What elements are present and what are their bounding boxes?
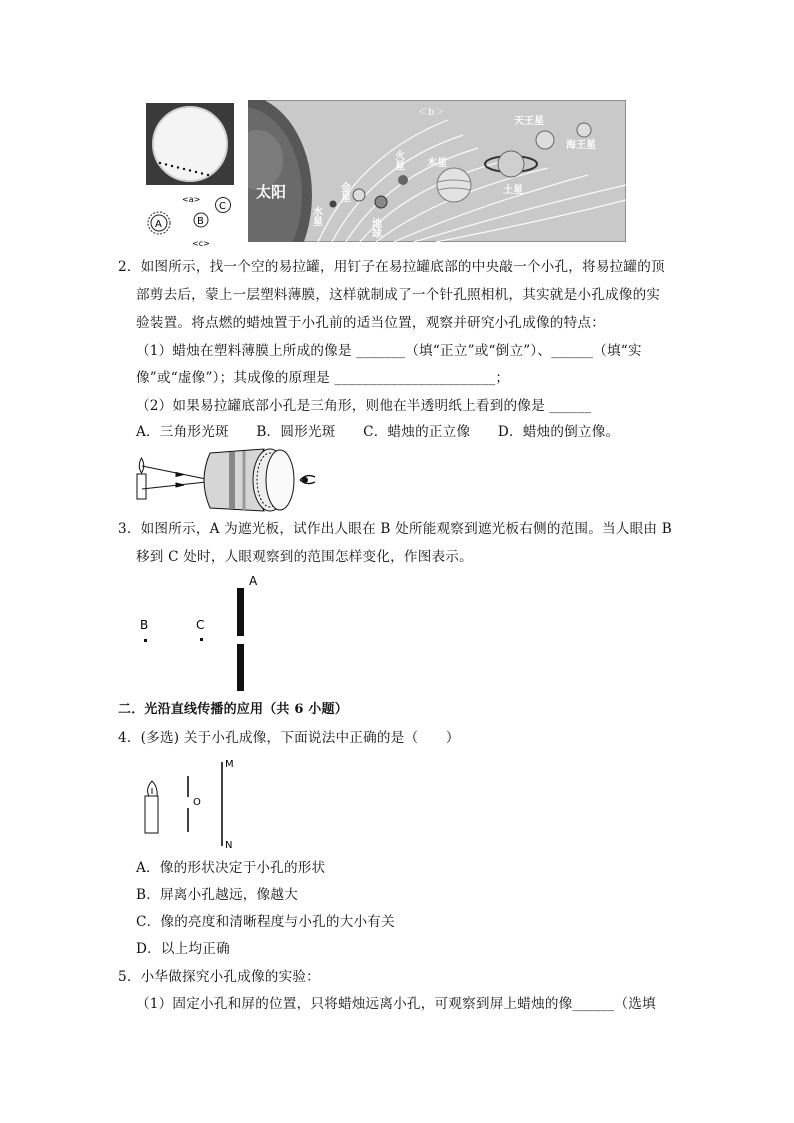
label-O: O xyxy=(193,797,201,808)
panel-b-tag: ＜b＞ xyxy=(418,107,445,118)
point-C xyxy=(200,638,203,641)
q2-line-6: （2）如果易拉罐底部小孔是三角形，则他在半透明纸上看到的像是 ______ xyxy=(136,398,592,414)
label-neptune: 海王星 xyxy=(566,140,596,151)
section-2-heading: 二．光沿直线传播的应用（共 6 小题） xyxy=(118,702,348,717)
label-N: N xyxy=(225,840,233,851)
candle xyxy=(137,474,146,499)
shading-board-upper xyxy=(237,588,244,636)
q4-option-b: B．屏离小孔越远，像越大 xyxy=(136,887,298,903)
label-venus: 金星 xyxy=(338,182,350,202)
q2-line-5: 像”或“虚像”）；其成像的原理是 _______________________； xyxy=(136,370,510,386)
shading-board-lower xyxy=(237,644,244,691)
saturn xyxy=(498,151,524,177)
neptune xyxy=(577,123,591,137)
figure-eclipse-panel xyxy=(146,103,234,248)
uranus xyxy=(536,131,554,149)
label-M: M xyxy=(225,759,234,770)
q5-part-1: （1）固定小孔和屏的位置，只将蜡烛远离小孔，可观察到屏上蜡烛的像______（选填 xyxy=(136,996,656,1012)
label-sun: 太阳 xyxy=(256,183,287,201)
q4-option-d: D．以上均正确 xyxy=(136,941,230,957)
q3-line-2: 移到 C 处时，人眼观察到的范围怎样变化，作图表示。 xyxy=(136,549,473,565)
q2-line-1: 2．如图所示，找一个空的易拉罐，用钉子在易拉罐底部的中央敲一个小孔，将易拉罐的顶 xyxy=(118,259,665,275)
label-c: <c> xyxy=(192,239,210,248)
venus xyxy=(353,189,365,201)
shading-board-figure xyxy=(130,572,280,694)
label-B: B xyxy=(197,216,204,227)
label-mercury: 水星 xyxy=(310,206,322,226)
label-B: B xyxy=(140,618,149,632)
label-A: A xyxy=(155,219,162,230)
plastic-film xyxy=(266,450,294,510)
earth xyxy=(375,196,387,208)
q2-line-4: （1）蜡烛在塑料薄膜上所成的像是 _______（填“正立”或“倒立”）、______（填“实 xyxy=(136,343,642,359)
eclipse-diagram xyxy=(146,103,234,248)
label-C: C xyxy=(196,618,205,632)
q3-line-1: 3．如图所示，A 为遮光板，试作出人眼在 B 处所能观察到遮光板右侧的范围。当人眼由 B xyxy=(118,521,672,537)
q2-line-3: 验装置。将点燃的蜡烛置于小孔前的适当位置，观察并研究小孔成像的特点： xyxy=(136,315,605,331)
candle-flame xyxy=(139,458,144,473)
q4-option-c: C．像的亮度和清晰程度与小孔的大小有关 xyxy=(136,914,395,930)
q2-line-2: 部剪去后，蒙上一层塑料薄膜，这样就制成了一个针孔照相机，其实就是小孔成像的实 xyxy=(136,287,661,303)
label-earth: 地球 xyxy=(369,218,381,238)
figure-solar-system xyxy=(248,100,626,242)
mars xyxy=(398,175,408,185)
label-saturn: 土星 xyxy=(503,185,523,196)
light-rays xyxy=(142,466,206,489)
label-uranus: 天王星 xyxy=(514,116,544,127)
label-A: A xyxy=(249,574,258,588)
label-jupiter: 木星 xyxy=(427,158,447,169)
pinhole-camera-figure xyxy=(132,446,327,516)
candle xyxy=(145,796,158,833)
label-mars: 火星 xyxy=(392,150,404,170)
pinhole-screen-figure xyxy=(136,756,246,852)
q4-stem: 4．(多选) 关于小孔成像，下面说法中正确的是（ ） xyxy=(118,730,460,746)
label-a: <a> xyxy=(182,195,201,204)
q2-options: A．三角形光斑 B．圆形光斑 C．蜡烛的正立像 D．蜡烛的倒立像。 xyxy=(136,424,620,440)
q4-option-a: A．像的形状决定于小孔的形状 xyxy=(136,860,326,876)
label-C: C xyxy=(219,201,226,212)
point-B xyxy=(144,639,147,642)
solar-system-diagram xyxy=(248,100,626,242)
jupiter xyxy=(437,168,471,202)
q5-stem: 5．小华做探究小孔成像的实验： xyxy=(118,969,320,985)
mercury xyxy=(330,201,337,208)
